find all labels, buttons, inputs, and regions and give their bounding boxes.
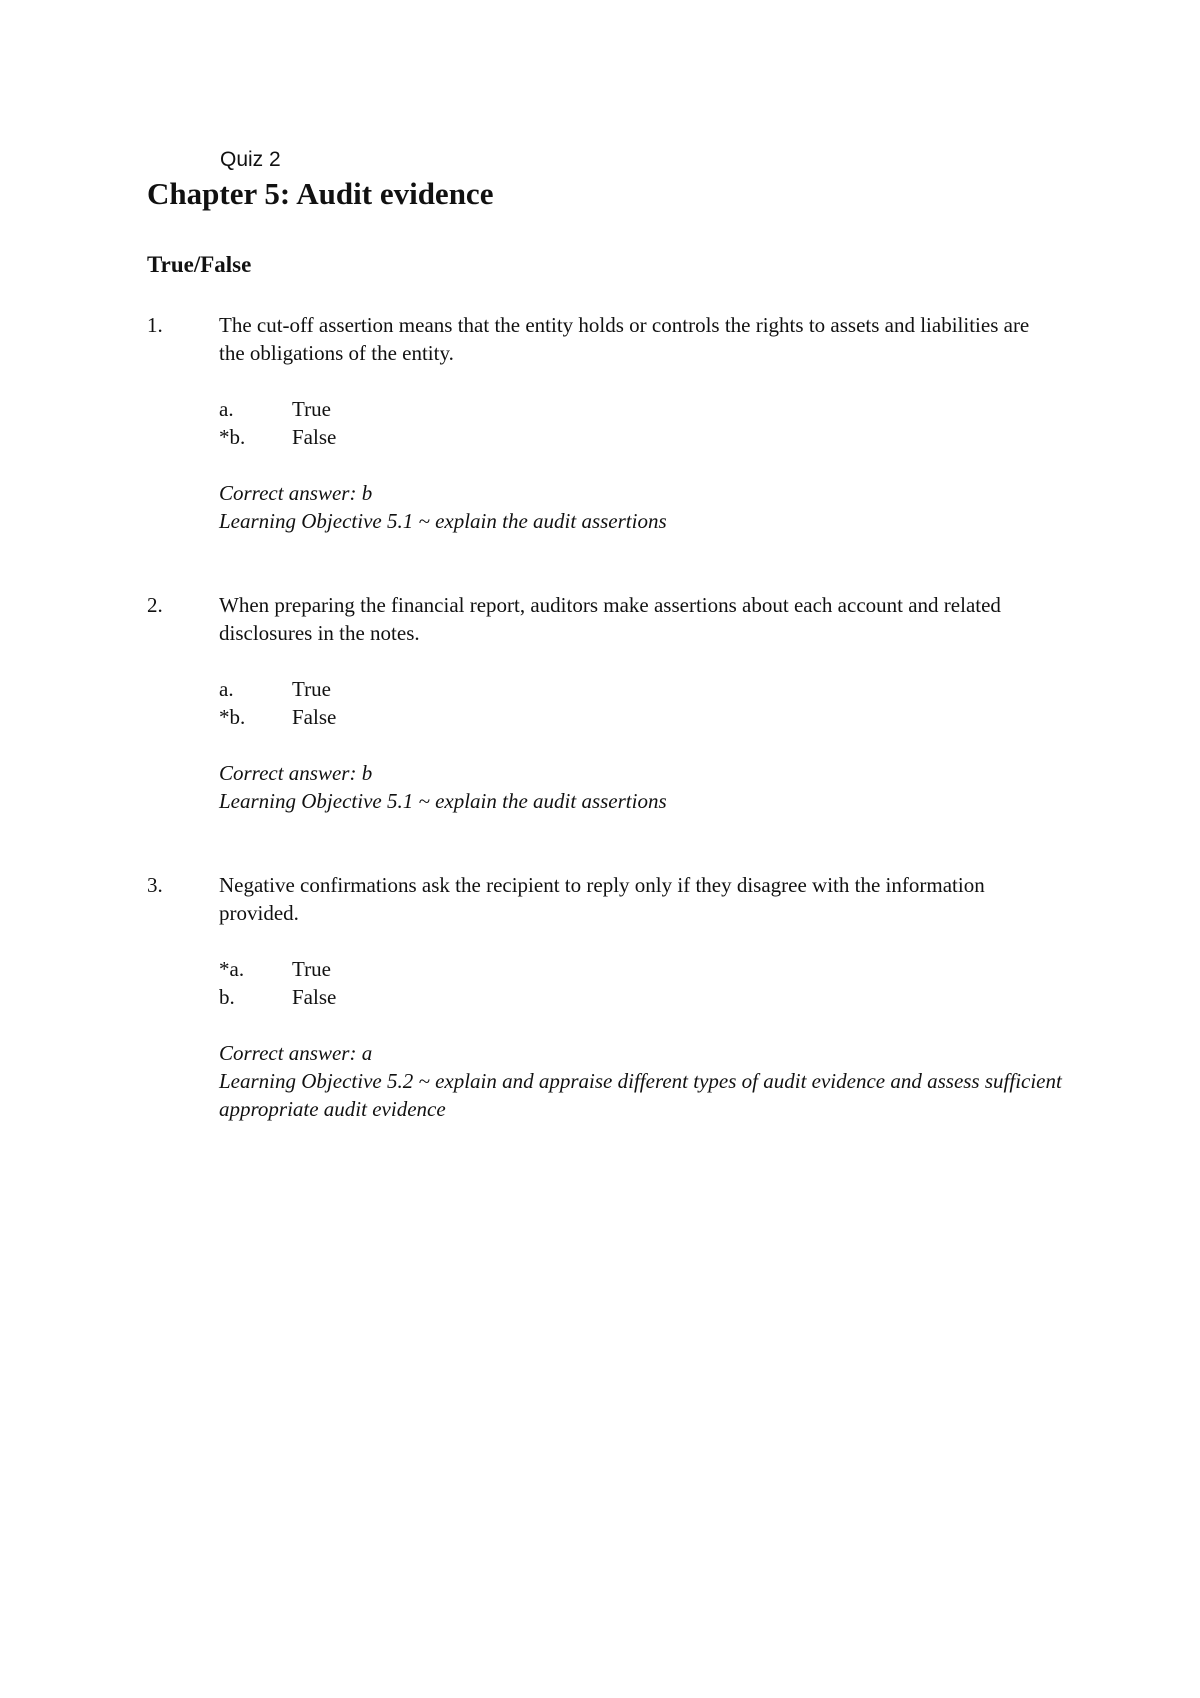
answer-options [219, 955, 1067, 1011]
option-b [219, 423, 1067, 451]
question-3 [147, 871, 1067, 1123]
question-row [147, 311, 1067, 339]
answer-options [219, 675, 1067, 731]
answer-block [219, 479, 1079, 535]
option-letter: *a. [219, 957, 245, 981]
question-number: 2. [147, 593, 163, 617]
learning-objective: Learning Objective 5.2 ~ explain and appraise different types of audit evidence and assess sufficient appropriate audit evidence [219, 1069, 1062, 1121]
question-number: 1. [147, 313, 163, 337]
question-row [147, 591, 1067, 619]
option-a [219, 395, 1067, 423]
correct-answer: Correct answer: b [219, 481, 373, 505]
option-letter: *b. [219, 705, 246, 729]
option-text: False [292, 425, 337, 449]
correct-answer: Correct answer: b [219, 761, 373, 785]
option-letter: b. [219, 985, 235, 1009]
option-b [219, 983, 1067, 1011]
answer-block [219, 759, 1079, 815]
learning-objective: Learning Objective 5.1 ~ explain the audit assertions [219, 509, 667, 533]
option-text: False [292, 985, 337, 1009]
option-letter: *b. [219, 425, 246, 449]
option-letter: a. [219, 397, 234, 421]
question-text: The cut-off assertion means that the entity holds or controls the rights to assets and liabilities are the obligations of the entity. [219, 313, 1030, 365]
option-a [219, 955, 1067, 983]
answer-options [219, 395, 1067, 451]
section-heading: True/False [147, 252, 252, 277]
chapter-title: Chapter 5: Audit evidence [147, 176, 494, 211]
option-text: True [292, 397, 331, 421]
answer-block [219, 1039, 1079, 1123]
correct-answer: Correct answer: a [219, 1041, 373, 1065]
option-text: False [292, 705, 337, 729]
question-1 [147, 311, 1067, 535]
question-text: Negative confirmations ask the recipient to reply only if they disagree with the information provided. [219, 873, 985, 925]
option-b [219, 703, 1067, 731]
option-a [219, 675, 1067, 703]
question-2 [147, 591, 1067, 815]
question-number: 3. [147, 873, 163, 897]
option-letter: a. [219, 677, 234, 701]
question-text: When preparing the financial report, auditors make assertions about each account and related disclosures in the notes. [219, 593, 1001, 645]
option-text: True [292, 677, 331, 701]
option-text: True [292, 957, 331, 981]
quiz-label: Quiz 2 [220, 148, 281, 171]
question-row [147, 871, 1067, 899]
learning-objective: Learning Objective 5.1 ~ explain the audit assertions [219, 789, 667, 813]
